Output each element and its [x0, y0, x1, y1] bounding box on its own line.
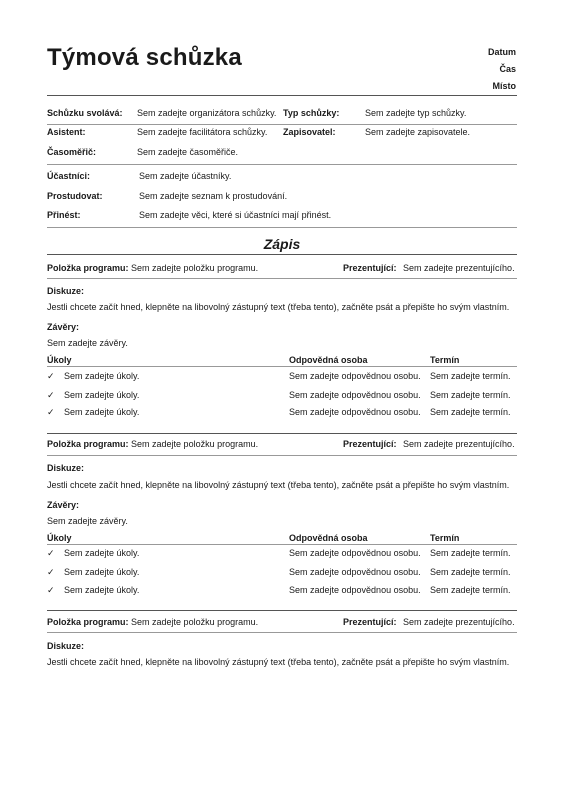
- info-row-timekeeper: [47, 145, 517, 159]
- conclusions-text[interactable]: Sem zadejte závěry.: [47, 516, 128, 526]
- discussion-label: Diskuze:: [47, 463, 85, 473]
- task-deadline[interactable]: Sem zadejte termín.: [430, 407, 511, 417]
- bring-value[interactable]: Sem zadejte věci, které si účastníci mají přinést.: [139, 210, 332, 220]
- check-icon: ✓: [47, 548, 55, 558]
- presenter-label: Prezentující:: [343, 617, 397, 627]
- conclusions-label: Závěry:: [47, 322, 80, 332]
- info-divider-2: [47, 164, 517, 165]
- header-divider: [47, 95, 517, 96]
- discussion-text[interactable]: Jestli chcete začít hned, klepněte na libovolný zástupný text (třeba tento), začněte psát a přepište ho svým vlastním.: [47, 302, 510, 312]
- notetaker-value[interactable]: Sem zadejte zapisovatele.: [365, 127, 471, 137]
- task-owner[interactable]: Sem zadejte odpovědnou osobu.: [289, 585, 421, 595]
- task-text[interactable]: Sem zadejte úkoly.: [64, 567, 140, 577]
- info-row-organizer: [47, 106, 517, 120]
- info-divider-3: [47, 227, 517, 228]
- check-icon: ✓: [47, 567, 55, 577]
- owner-header: Odpovědná osoba: [289, 533, 368, 543]
- minutes-title: Zápis: [263, 236, 301, 252]
- task-deadline[interactable]: Sem zadejte termín.: [430, 567, 511, 577]
- agenda-item-value[interactable]: Sem zadejte položku programu.: [131, 439, 259, 449]
- deadline-header: Termín: [430, 533, 460, 543]
- conclusions-label: Závěry:: [47, 500, 80, 510]
- task-owner[interactable]: Sem zadejte odpovědnou osobu.: [289, 407, 421, 417]
- task-deadline[interactable]: Sem zadejte termín.: [430, 585, 511, 595]
- bring-label: Přinést:: [47, 210, 81, 220]
- agenda-item-label: Položka programu:: [47, 617, 129, 627]
- minutes-divider: [47, 254, 517, 255]
- check-icon: ✓: [47, 371, 55, 381]
- discussion-text[interactable]: Jestli chcete začít hned, klepněte na libovolný zástupný text (třeba tento), začněte psát a přepište ho svým vlastním.: [47, 657, 510, 667]
- presenter-value[interactable]: Sem zadejte prezentujícího.: [403, 617, 515, 627]
- date-label: Datum: [487, 47, 516, 57]
- discussion-label: Diskuze:: [47, 286, 85, 296]
- agenda-item-row: [47, 437, 517, 451]
- conclusions-text[interactable]: Sem zadejte závěry.: [47, 338, 128, 348]
- facilitator-label: Asistent:: [47, 127, 86, 137]
- agenda-item-label: Položka programu:: [47, 263, 129, 273]
- agenda-item-value[interactable]: Sem zadejte položku programu.: [131, 263, 259, 273]
- discussion-text[interactable]: Jestli chcete začít hned, klepněte na libovolný zástupný text (třeba tento), začněte psát a přepište ho svým vlastním.: [47, 480, 510, 490]
- meeting-type-value[interactable]: Sem zadejte typ schůzky.: [365, 108, 467, 118]
- presenter-value[interactable]: Sem zadejte prezentujícího.: [403, 439, 515, 449]
- notetaker-label: Zapisovatel:: [283, 127, 336, 137]
- task-owner[interactable]: Sem zadejte odpovědnou osobu.: [289, 371, 421, 381]
- owner-header: Odpovědná osoba: [289, 355, 368, 365]
- presenter-label: Prezentující:: [343, 439, 397, 449]
- tasks-header: Úkoly: [47, 355, 72, 365]
- task-owner[interactable]: Sem zadejte odpovědnou osobu.: [289, 390, 421, 400]
- agenda-divider: [47, 455, 517, 456]
- task-text[interactable]: Sem zadejte úkoly.: [64, 407, 140, 417]
- presenter-label: Prezentující:: [343, 263, 397, 273]
- agenda-section-divider: [47, 610, 517, 611]
- task-owner[interactable]: Sem zadejte odpovědnou osobu.: [289, 567, 421, 577]
- agenda-item-row: [47, 615, 517, 629]
- tasks-header: Úkoly: [47, 533, 72, 543]
- agenda-item-row: [47, 261, 517, 275]
- place-label: Místo: [492, 81, 516, 91]
- attendees-label: Účastníci:: [47, 171, 91, 181]
- called-by-label: Schůzku svolává:: [47, 108, 123, 118]
- read-value[interactable]: Sem zadejte seznam k prostudování.: [139, 191, 288, 201]
- agenda-section-divider: [47, 433, 517, 434]
- timekeeper-label: Časoměřič:: [47, 147, 97, 157]
- task-text[interactable]: Sem zadejte úkoly.: [64, 585, 140, 595]
- called-by-value[interactable]: Sem zadejte organizátora schůzky.: [137, 108, 277, 118]
- info-row-facilitator: [47, 125, 517, 139]
- agenda-item-value[interactable]: Sem zadejte položku programu.: [131, 617, 259, 627]
- check-icon: ✓: [47, 407, 55, 417]
- page-title: Týmová schůzka: [47, 44, 242, 71]
- read-label: Prostudovat:: [47, 191, 103, 201]
- task-deadline[interactable]: Sem zadejte termín.: [430, 548, 511, 558]
- check-icon: ✓: [47, 585, 55, 595]
- info-row-bring: [47, 208, 517, 222]
- info-row-read: [47, 189, 517, 203]
- task-text[interactable]: Sem zadejte úkoly.: [64, 371, 140, 381]
- tasks-divider: [47, 366, 517, 367]
- task-owner[interactable]: Sem zadejte odpovědnou osobu.: [289, 548, 421, 558]
- timekeeper-value[interactable]: Sem zadejte časoměřiče.: [137, 147, 239, 157]
- time-label: Čas: [499, 64, 516, 74]
- agenda-item-label: Položka programu:: [47, 439, 129, 449]
- info-row-attendees: [47, 169, 517, 183]
- check-icon: ✓: [47, 390, 55, 400]
- task-deadline[interactable]: Sem zadejte termín.: [430, 390, 511, 400]
- facilitator-value[interactable]: Sem zadejte facilitátora schůzky.: [137, 127, 268, 137]
- task-text[interactable]: Sem zadejte úkoly.: [64, 390, 140, 400]
- agenda-divider: [47, 632, 517, 633]
- presenter-value[interactable]: Sem zadejte prezentujícího.: [403, 263, 515, 273]
- deadline-header: Termín: [430, 355, 460, 365]
- agenda-divider: [47, 278, 517, 279]
- task-text[interactable]: Sem zadejte úkoly.: [64, 548, 140, 558]
- discussion-label: Diskuze:: [47, 641, 85, 651]
- attendees-value[interactable]: Sem zadejte účastníky.: [139, 171, 232, 181]
- task-deadline[interactable]: Sem zadejte termín.: [430, 371, 511, 381]
- tasks-divider: [47, 544, 517, 545]
- meeting-type-label: Typ schůzky:: [283, 108, 340, 118]
